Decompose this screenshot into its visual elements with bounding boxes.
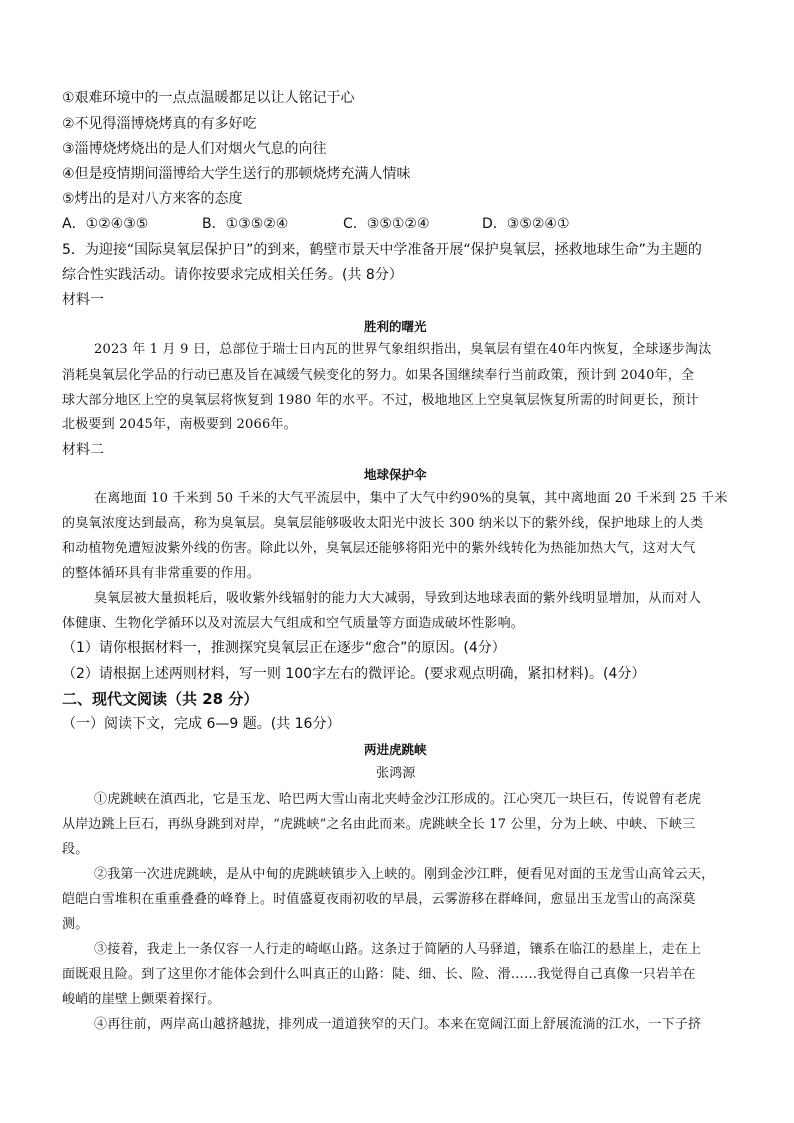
material-text-line: 臭氧层被大量损耗后，吸收紫外线辐射的能力大大减弱，导致到达地球表面的紫外线明显增加，从而对人 [94, 591, 702, 606]
q5-stem: 5．为迎接“国际臭氧层保护日”的到来，鹤壁市景天中学准备开展“保护臭氧层，拯救地球生命”为主题的 [62, 242, 702, 258]
q4-item: ②不见得淄博烧烤真的有多好吃 [62, 116, 257, 132]
essay-paragraph-line: 段。 [62, 842, 89, 857]
q4-item: ⑤烤出的是对八方来客的态度 [62, 191, 243, 207]
essay-paragraph-line: 测。 [62, 917, 89, 932]
q4-option-a: A．①②④③⑤ [62, 216, 149, 232]
material-text-line: 2023 年 1 月 9 日，总部位于瑞士日内瓦的世界气象组织指出，臭氧层有望在40年内恢复，全球逐步淘汰 [94, 342, 712, 357]
essay-paragraph-line: 峻峭的崖壁上颤栗着探行。 [62, 992, 221, 1007]
material-title: 胜利的曙光 [364, 319, 427, 334]
section-heading: 二、现代文阅读（共 28 分） [62, 690, 259, 708]
essay-paragraph-line: ①虎跳峡在滇西北，它是玉龙、哈巴两大雪山南北夹峙金沙江形成的。江心突兀一块巨石，传说曾有老虎 [94, 792, 702, 807]
essay-title: 两进虎跳峡 [364, 742, 427, 757]
essay-paragraph-line: ④再往前，两岸高山越挤越拢，排列成一道道狭窄的天门。本来在宽阔江面上舒展流淌的江水，一下子挤 [94, 1017, 702, 1032]
part-instruction: （一）阅读下文，完成 6—9 题。(共 16分） [62, 716, 341, 732]
q4-option-b: B．①③⑤②④ [202, 216, 289, 232]
q4-option-d: D．③⑤②④① [482, 216, 570, 232]
material-text-line: 体健康、生物化学循环以及对流层大气组成和空气质量等方面造成破坏性影响。 [62, 616, 525, 631]
essay-paragraph-line: ③接着，我走上一条仅容一人行走的崎岖山路。这条过于简陋的人马驿道，镶系在临江的悬崖上，走在上 [94, 942, 702, 957]
essay-paragraph-line: 从岸边跳上巨石，再纵身跳到对岸，“虎跳峡”之名由此而来。虎跳峡全长 17 公里，分为上峡、中峡、下峡三 [62, 817, 696, 832]
material-text-line: 和动植物免遭短波紫外线的伤害。除此以外，臭氧层还能够将阳光中的紫外线转化为热能加热大气，这对大气 [62, 541, 696, 556]
material-text-line: 球大部分地区上空的臭氧层将恢复到 1980 年的水平。不过，极地地区上空臭氧层恢复所需的时间更长，预计 [62, 393, 699, 408]
material-label: 材料一 [62, 292, 104, 308]
q5-task: （1）请你根据材料一，推测探究臭氧层正在逐步“愈合”的原因。(4分） [62, 640, 506, 656]
q5-task: （2）请根据上述两则材料，写一则 100字左右的微评论。(要求观点明确，紧扣材料)。(4分） [62, 666, 646, 682]
essay-paragraph-line: ②我第一次进虎跳峡，是从中甸的虎跳峡镇步入上峡的。刚到金沙江畔，便看见对面的玉龙雪山高耸云天， [94, 867, 715, 882]
material-text-line: 的整体循环具有非常重要的作用。 [62, 566, 261, 581]
q4-item: ①艰难环境中的一点点温暖都足以让人铭记于心 [62, 90, 355, 106]
q4-option-c: C．③⑤①②④ [343, 216, 430, 232]
material-title: 地球保护伞 [364, 467, 427, 482]
essay-author: 张鸿源 [376, 766, 416, 781]
material-text-line: 北极要到 2045年，南极要到 2066年。 [62, 417, 297, 432]
material-text-line: 在离地面 10 千米到 50 千米的大气平流层中，集中了大气中约90%的臭氧，其中离地面 20 千米到 25 千米 [94, 491, 728, 506]
material-text-line: 的臭氧浓度达到最高，称为臭氧层。臭氧层能够吸收太阳光中波长 300 纳米以下的紫外线，保护地球上的人类 [62, 516, 704, 531]
essay-paragraph-line: 皑皑白雪堆积在重重叠叠的峰脊上。时值盛夏夜雨初收的早晨，云雾游移在群峰间，愈显出玉龙雪山的高深莫 [62, 892, 696, 907]
material-label: 材料二 [62, 442, 104, 458]
q5-stem: 综合性实践活动。请你按要求完成相关任务。(共 8分） [62, 267, 403, 283]
essay-paragraph-line: 面既艰且险。到了这里你才能体会到什么叫真正的山路：陡、细、长、险、滑……我觉得自己真像一只岩羊在 [62, 967, 696, 982]
q4-item: ④但是疫情期间淄博给大学生送行的那顿烧烤充满人情味 [62, 166, 411, 182]
material-text-line: 消耗臭氧层化学品的行动已惠及旨在减缓气候变化的努力。如果各国继续奉行当前政策，预计到 2040年，全 [62, 368, 695, 383]
q4-item: ③淄博烧烤烧出的是人们对烟火气息的向往 [62, 141, 327, 157]
